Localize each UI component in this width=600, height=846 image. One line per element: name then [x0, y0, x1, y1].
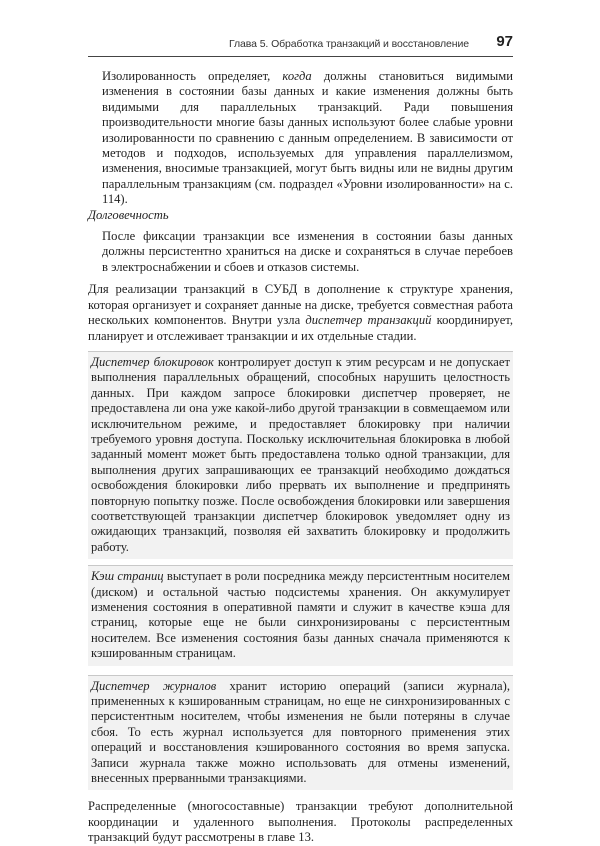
isolation-text-a: Изолированность определяет, [102, 69, 271, 83]
isolation-emphasis: когда [282, 69, 312, 83]
isolation-paragraph [88, 69, 513, 208]
components-text-a: Для реализации транзакций в СУБД в дополнение к структуре хранения, которая организует и сохраняет данные на диске, требуется совместная работа нескольких компонентов. Внутри узла [88, 282, 513, 328]
durability-paragraph: После фиксации транзакции все изменения в состоянии базы данных должны персистентно храниться на диске и сохраняться в случае перебоев в электроснабжении и сбоев и отказов системы. [102, 229, 513, 274]
components-paragraph [88, 282, 513, 344]
lock-manager-text: контролирует доступ к этим ресурсам и не допускает выполнения параллельных обращений, способных нарушить целостность данных. При каждом запросе блокировки диспетчер проверяет, не предоставлена ли она уже какой-либо другой транзакции в совмещаемом или исключительном режиме, и предоставляет блокировку при наличии требуемого уровня доступа. Поскольку исключительная блокировка в любой заданный момент может быть предоставлена только одной транзакции, для выполнения других запрашивающих ее транзакций необходимо дождаться освобождения блокировки либо прервать их выполнение и предпринять повторную попытку позже. После освобождения блокировки или завершения соответствующей транзакции диспетчер блокировок уведомляет одну из ожидающих транзакций, позволяя ей захватить блокировку и продолжить работу. [91, 354, 510, 554]
distributed-paragraph: Распределенные (многосоставные) транзакции требуют дополнительной координации и удаленного выполнения. Протоколы распределенных транзакций будут рассмотрены в главе 13. [88, 799, 513, 845]
durability-term: Долговечность [88, 207, 169, 222]
log-manager-term: Диспетчер журналов [91, 678, 217, 693]
page-body [88, 69, 513, 846]
page-cache-paragraph [88, 565, 513, 665]
page-cache-term: Кэш страниц [91, 569, 164, 584]
isolation-text-b: должны становиться видимыми изменения в состоянии базы данных и какие изменения должны быть видимыми для параллельных транзакций. Ради повышения производительности многие базы данных используют более слабые уровни изолированности по сравнению с данным определением. В зависимости от методов и подходов, используемых для управления параллелизмом, изменения, вносимые транзакцией, могут быть видны или не видны другим параллельным транзакциям (см. подраздел «Уровни изолированности» на с. 114). [102, 69, 513, 207]
log-manager-text: хранит историю операций (записи журнала), примененных к кэшированным страницам, но еще не синхронизированных с персистентным носителем, чтобы изменения не были потеряны в случае сбоя. То есть журнал используется для повторного применения этих операций и восстановления кэшированного состояния во время запуска. Записи журнала также можно использовать для отмены изменений, внесенных прерванными транзакциями. [91, 678, 510, 786]
page-cache-text: выступает в роли посредника между персистентным носителем (диском) и остальной частью подсистемы хранения. Он аккумулирует изменения состояния в оперативной памяти и служит в качестве кэша для страниц, которые еще не были синхронизированы с персистентным носителем. Все изменения состояния базы данных сначала применяются к кэшированным страницам. [91, 569, 510, 661]
transaction-manager-term: диспетчер транзакций [305, 313, 432, 328]
chapter-title: Глава 5. Обработка транзакций и восстановление [229, 38, 469, 50]
running-header [88, 30, 513, 57]
lock-manager-paragraph [88, 351, 513, 559]
page-number: 97 [496, 33, 513, 50]
log-manager-paragraph [88, 675, 513, 791]
lock-manager-term: Диспетчер блокировок [91, 354, 214, 369]
components-text-b: координирует, планирует и отслеживает транзакции и их отдельные стадии. [88, 313, 514, 343]
